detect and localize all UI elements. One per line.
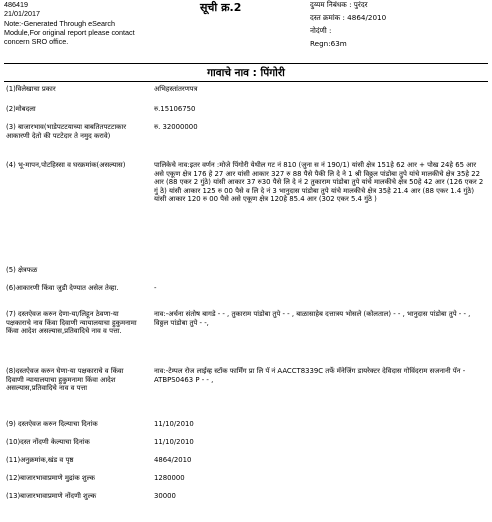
row-value: नाव:-अर्चना संतोष बागडे - - , तुकाराम पांडोबा तुपे - - , बाळासाहेब दत्तात्रय भोसले (कोलताल) - - , भानुदास पांडोबा तुपे - - , विठ्ठल पांडोबा तुपे - -, bbox=[154, 310, 471, 327]
row-value: 11/10/2010 bbox=[154, 420, 194, 428]
row-survey-number bbox=[4, 161, 488, 204]
row-execution-date bbox=[4, 420, 488, 429]
row-value: अभिहस्तांतरणपत्र bbox=[154, 85, 198, 93]
print-date: 21/01/2017 bbox=[4, 9, 40, 18]
row-label: (1)विलेखाचा प्रकार bbox=[6, 85, 56, 93]
document-number: 486419 bbox=[4, 0, 28, 9]
document-number-label: दस्त क्रमांक : 4864/2010 bbox=[310, 13, 387, 22]
row-consideration bbox=[4, 105, 488, 114]
row-deed-type bbox=[4, 85, 488, 94]
registration-label: नोदंणी : bbox=[310, 26, 332, 35]
registration-code: Regn:63m bbox=[310, 39, 347, 48]
row-label: (4) भू-मापन,पोटहिस्सा व घरक्रमांक(असल्यास) bbox=[6, 161, 126, 169]
row-stamp-duty bbox=[4, 474, 488, 483]
row-serial-volume-page bbox=[4, 456, 488, 465]
row-value: नाव:-टेम्पल रोज लाईव्ह स्टॉक फार्मिंग प्रा लि पॅ नं AACCT8339C तर्फे मॅनेजिंग डायरेक्टर देविदास गोविंदराम सजनानी पॅन -ATBPS0463 P - - , bbox=[154, 367, 466, 384]
row-registration-fee bbox=[4, 492, 488, 501]
row-label: (3) बाजारभाव(भाडेपटटयाच्या बाबतितपटटाकार आकारणी देतो की पटटेदार ते नमुद करावे) bbox=[6, 123, 127, 140]
row-label: (12)बाजारभावाप्रमाणे मुद्रांक शुल्क bbox=[6, 474, 95, 482]
row-label: (10)दस्त नोंदणी केल्याचा दिनांक bbox=[6, 438, 90, 446]
row-market-value bbox=[4, 123, 488, 140]
row-label: (2)मोबदला bbox=[6, 105, 36, 113]
row-area bbox=[4, 266, 488, 275]
row-value: रु.15106750 bbox=[154, 105, 196, 113]
row-value: रु. 32000000 bbox=[154, 123, 198, 131]
row-registration-date bbox=[4, 438, 488, 447]
registrar-office: दुय्यम निबंधक : पुरंदर bbox=[310, 0, 368, 9]
row-value: 11/10/2010 bbox=[154, 438, 194, 446]
row-value: - bbox=[154, 284, 157, 292]
row-label: (13)बाजारभावाप्रमाणे नोंदणी शुल्क bbox=[6, 492, 97, 500]
row-value: 30000 bbox=[154, 492, 176, 500]
row-value: 4864/2010 bbox=[154, 456, 192, 464]
header-right-block bbox=[310, 0, 490, 52]
village-name-bar: गावाचे नाव : पिंगोरी bbox=[4, 63, 488, 82]
row-value: 1280000 bbox=[154, 474, 185, 482]
row-claimant bbox=[4, 367, 488, 393]
row-label: (11)अनुक्रमांक,खंड व पृष्ठ bbox=[6, 456, 74, 464]
header-left-block bbox=[4, 0, 154, 46]
row-label: (7) दस्तऐवज करुन देणा-या/लिहून ठेवणा-या पक्षकाराचे नाव किंवा दिवाणी न्यायालयाचा हुकुमनामा किंवा आदेश असल्यास,प्रतिवादिचे नाव व पत्ता. bbox=[6, 310, 137, 336]
row-label: (5) क्षेत्रफळ bbox=[6, 266, 38, 274]
esearch-note: Note:-Generated Through eSearch Module,For original report please contact concern SRO office. bbox=[4, 19, 135, 46]
row-label: (8)दस्तऐवज करुन घेणा-या पक्षकाराचे व किंवा दिवाणी न्यायालयाचा हुकुमनामा किंवा आदेश असल्यास,प्रतिवादिचे नाव व पत्ता bbox=[6, 367, 124, 393]
row-assessment bbox=[4, 284, 488, 293]
row-label: (9) दस्तऐवज करुन दिल्याचा दिनांक bbox=[6, 420, 98, 428]
row-executant bbox=[4, 310, 488, 336]
row-value: पालिकेचे नाव:इतर वर्णन :मोजे पिंगोरी येथील गट नं 810 (जुना स नं 190/1) यांसी क्षेत्र 151हे 62 आर + पोख 24हे 65 आर असे एकूण क्षेत्र 176 हे 27 आर यांसी आकार 327 रु 88 पैसे पैकी लि दे ने 1 श्री विठ्ठल पांडोबा तुपे यांचे मालकीचे क्षेत्र 35हे 22 आर (88 एकर 2 गुंठे) यांसी आकार 37 रु30 पैसे लि दे नं 2 तुकाराम पांडोबा तुपे यांचे मालकीचे क्षेत्र 50हे 42 आर (126 एकर 2 गुं ठे) यांसी आकार 125 रु 00 पैसे व लि दे नं 3 भानुदास पांडोबा तुपे यांचे मालकीचे क्षेत्र 35हे 21.4 आर (88 एकर 1.4 गुंठे) यांसी आकार 120 रु 00 पैसे असे एकूण क्षेत्र 120हे 85.4 आर (302 एकर 5.4 गुंठे ) bbox=[154, 161, 484, 204]
document-title: सूची क्र.2 bbox=[200, 1, 242, 14]
row-label: (6)आकारणी किंवा जुडी देण्यात असेल तेव्हा. bbox=[6, 284, 119, 292]
